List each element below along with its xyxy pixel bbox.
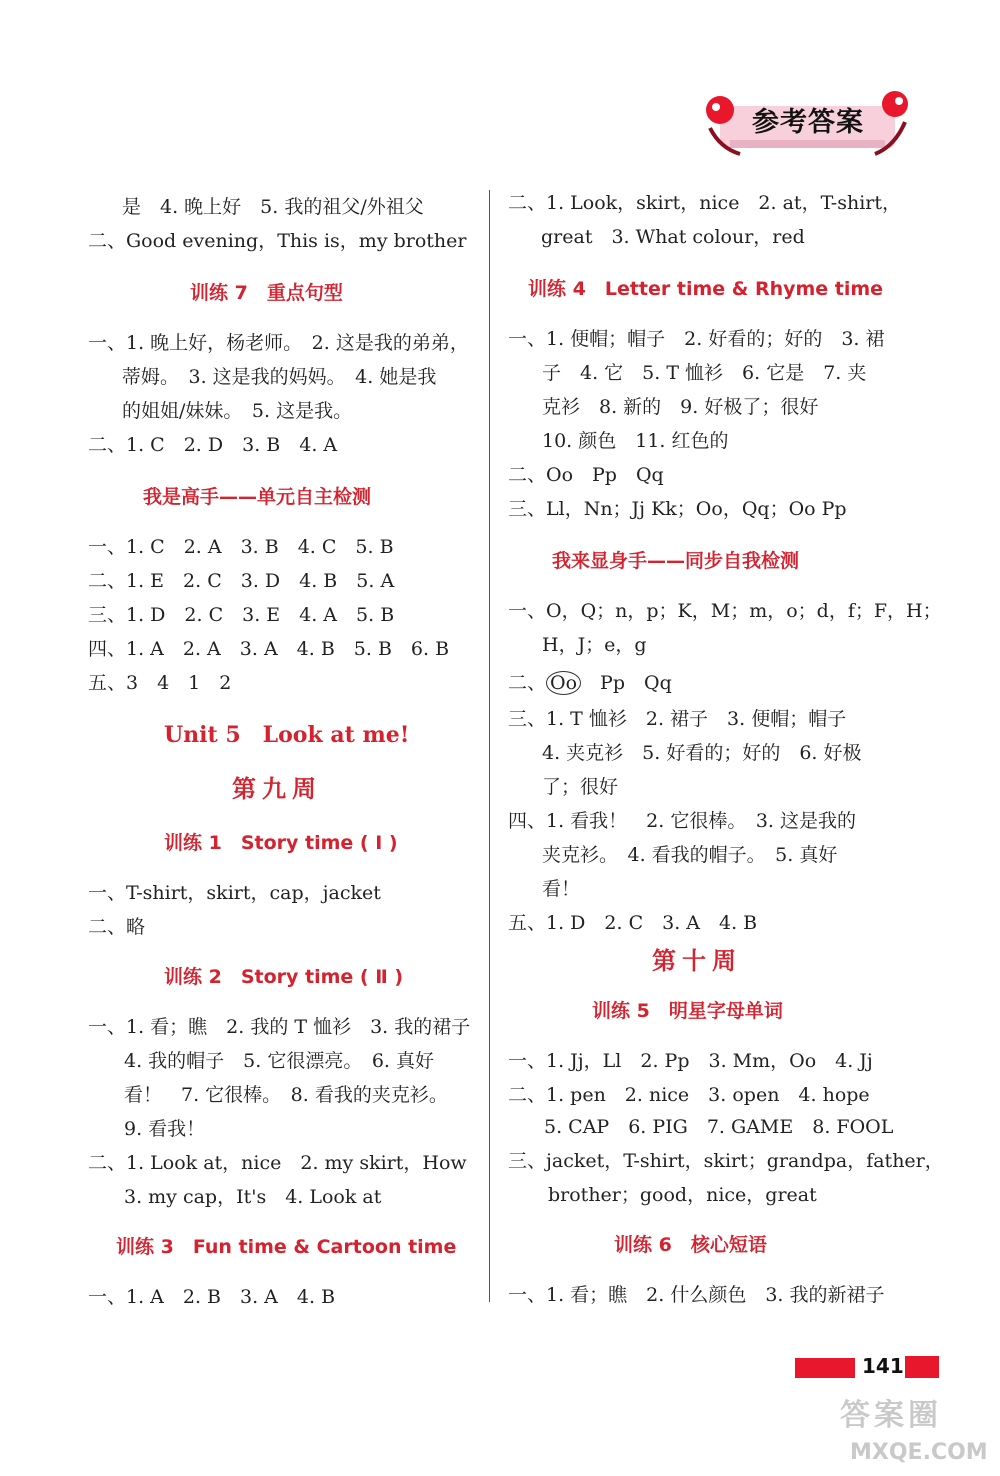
answer-line: 的姐姐/妹妹。 5. 这是我。 <box>122 400 353 422</box>
answer-line: 二、1. Look at，nice 2. my skirt，How <box>88 1152 467 1174</box>
answer-line: 三、jacket，T-shirt，skirt；grandpa，father， <box>508 1150 944 1172</box>
answer-line: 三、Ll，Nn；Jj Kk；Oo，Qq；Oo Pp <box>508 498 847 520</box>
answer-line: 4. 夹克衫 5. 好看的；好的 6. 好极 <box>542 742 862 764</box>
column-divider <box>489 190 490 1302</box>
answer-line: 一、1. C 2. A 3. B 4. C 5. B <box>88 536 394 558</box>
section-heading: 训练 5 明星字母单词 <box>592 1000 783 1022</box>
section-heading: 训练 4 Letter time & Rhyme time <box>528 278 884 300</box>
answer-line: 三、1. T 恤衫 2. 裙子 3. 便帽；帽子 <box>508 708 847 730</box>
answer-line: 5. CAP 6. PIG 7. GAME 8. FOOL <box>544 1116 894 1138</box>
answer-line: 4. 我的帽子 5. 它很漂亮。 6. 真好 <box>124 1050 435 1072</box>
answer-line <box>508 668 672 698</box>
week-title: 第十周 <box>652 947 742 975</box>
section-heading: 训练 3 Fun time & Cartoon time <box>116 1236 457 1258</box>
section-heading: 训练 7 重点句型 <box>190 282 343 304</box>
answer-line: 二、1. pen 2. nice 3. open 4. hope <box>508 1084 870 1106</box>
unit-title: Unit 5 Look at me! <box>164 722 410 748</box>
answer-line: 二、1. E 2. C 3. D 4. B 5. A <box>88 570 395 592</box>
answer-text: Pp Qq <box>600 672 672 694</box>
page-corner-mark <box>905 1356 939 1378</box>
answer-line: 10. 颜色 11. 红色的 <box>542 430 729 452</box>
answer-line: 蒂姆。 3. 这是我的妈妈。 4. 她是我 <box>122 366 437 388</box>
answer-line: 克衫 8. 新的 9. 好极了；很好 <box>542 396 819 418</box>
answer-line: 一、1. Jj，Ll 2. Pp 3. Mm，Oo 4. Jj <box>508 1050 873 1072</box>
answer-line: 二、1. Look，skirt，nice 2. at，T-shirt， <box>508 192 901 214</box>
answer-line: 二、略 <box>88 916 146 938</box>
section-heading: 我来显身手——同步自我检测 <box>552 550 800 572</box>
answer-line: 三、1. D 2. C 3. E 4. A 5. B <box>88 604 395 626</box>
section-heading: 训练 2 Story time ( Ⅱ ) <box>164 966 404 988</box>
section-heading: 我是高手——单元自主检测 <box>143 486 372 508</box>
answer-line: H，J；e，g <box>542 634 647 656</box>
answer-line: 一、O，Q；n，p；K，M；m，o；d，f；F，H； <box>508 600 942 622</box>
answer-line: 了；很好 <box>542 776 619 798</box>
answer-line: 二、Oo Pp Qq <box>508 464 664 486</box>
week-title: 第九周 <box>232 775 322 803</box>
page-number: 141 <box>862 1354 904 1378</box>
circled-answer: Oo <box>546 671 581 695</box>
header-title: 参考答案 <box>752 107 864 138</box>
answer-line: 子 4. 它 5. T 恤衫 6. 它是 7. 夹 <box>542 362 867 384</box>
answer-line: 四、1. 看我！ 2. 它很棒。 3. 这是我的 <box>508 810 857 832</box>
answer-line: 一、1. 便帽；帽子 2. 好看的；好的 3. 裙 <box>508 328 885 350</box>
answer-line: 一、1. 看；瞧 2. 我的 T 恤衫 3. 我的裙子 <box>88 1016 471 1038</box>
answer-line: 3. my cap，It's 4. Look at <box>124 1186 382 1208</box>
watermark-url: MXQE.COM <box>850 1440 988 1465</box>
watermark-logo: 答案圈 <box>840 1398 942 1433</box>
answer-line: 一、1. 晚上好，杨老师。 2. 这是我的弟弟， <box>88 332 469 354</box>
section-heading: 训练 1 Story time ( Ⅰ ) <box>164 832 398 854</box>
answer-line: great 3. What colour，red <box>541 226 805 248</box>
question-number: 二、 <box>508 672 547 694</box>
answer-line: 9. 看我！ <box>124 1118 206 1140</box>
answer-line: brother；good，nice，great <box>548 1184 817 1206</box>
answer-line: 是 4. 晚上好 5. 我的祖父/外祖父 <box>122 196 424 218</box>
section-heading: 训练 6 核心短语 <box>614 1234 767 1256</box>
answer-line: 一、1. 看；瞧 2. 什么颜色 3. 我的新裙子 <box>508 1284 885 1306</box>
answer-line: 一、T-shirt，skirt，cap，jacket <box>88 882 381 904</box>
answer-line: 五、1. D 2. C 3. A 4. B <box>508 912 758 934</box>
answer-line: 二、Good evening，This is，my brother <box>88 230 467 252</box>
answer-line: 二、1. C 2. D 3. B 4. A <box>88 434 338 456</box>
page-number-bar <box>795 1358 855 1378</box>
answer-line: 四、1. A 2. A 3. A 4. B 5. B 6. B <box>88 638 450 660</box>
answer-line: 一、1. A 2. B 3. A 4. B <box>88 1286 336 1308</box>
answer-line: 五、3 4 1 2 <box>88 672 232 694</box>
answer-line: 看！ 7. 它很棒。 8. 看我的夹克衫。 <box>124 1084 448 1106</box>
answer-line: 看！ <box>542 878 581 900</box>
answer-line: 夹克衫。 4. 看我的帽子。 5. 真好 <box>542 844 838 866</box>
